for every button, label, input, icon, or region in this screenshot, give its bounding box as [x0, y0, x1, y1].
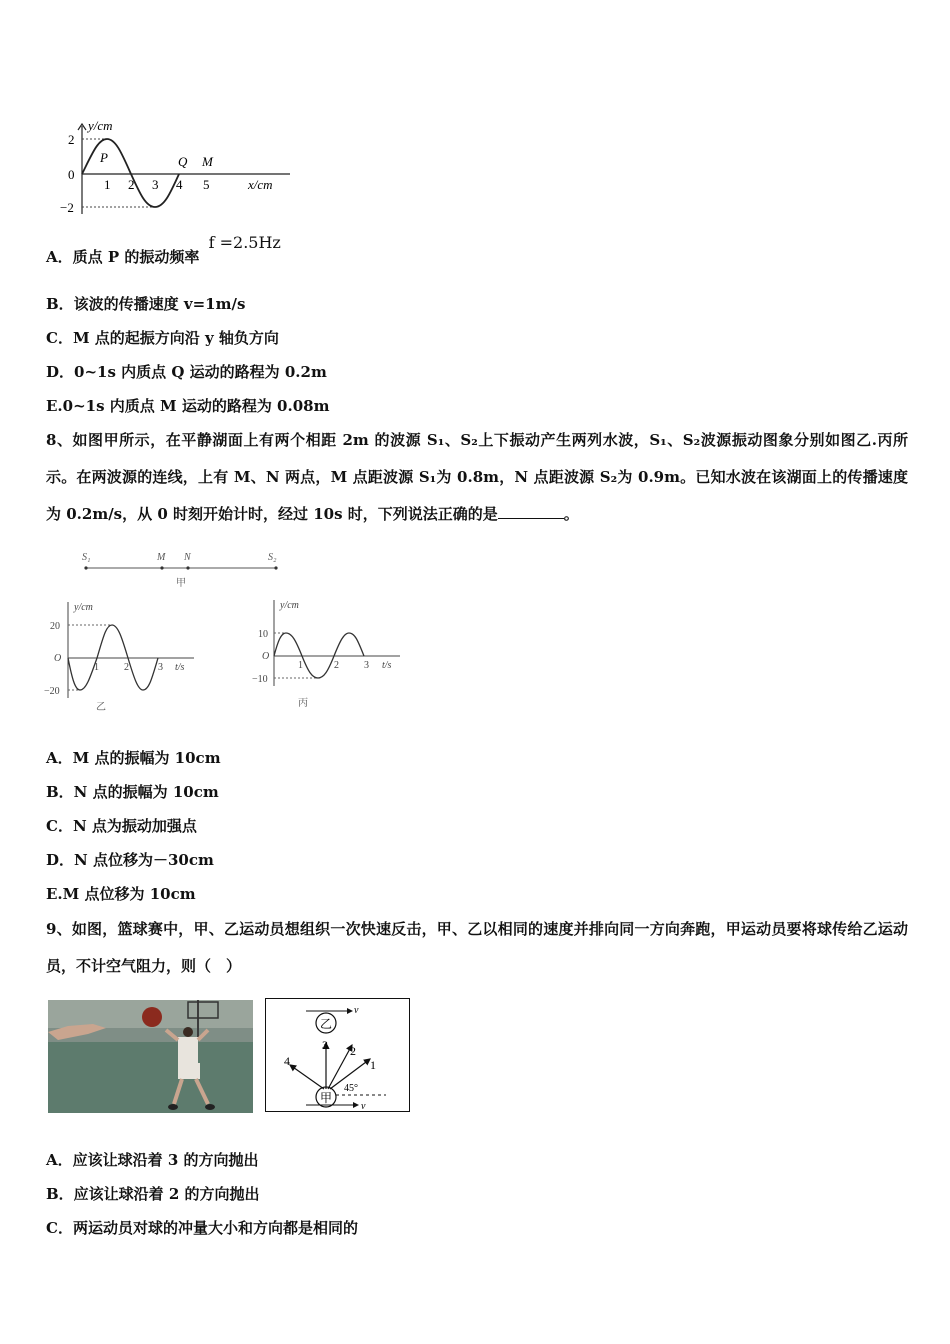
- q8-option-c: C．N 点为振动加强点: [46, 817, 197, 835]
- y-label: y/cm: [280, 600, 299, 611]
- s2-dot: [274, 566, 277, 569]
- q8-stem: [46, 422, 908, 533]
- q7-option-d: D．0~1s 内质点 Q 运动的路程为 0.2m: [46, 363, 327, 381]
- direction-4-label: 4: [284, 1054, 290, 1068]
- point-m: M: [202, 154, 213, 169]
- t-tick-2: 2: [334, 660, 339, 671]
- q9-option-b: B．应该让球沿着 2 的方向抛出: [46, 1185, 260, 1203]
- q7-option-a-text: A．质点 P 的振动频率: [46, 248, 200, 266]
- y-tick-zero: 0: [68, 167, 75, 182]
- x-tick-2: 2: [128, 177, 135, 192]
- yi-velocity-label: v: [354, 1005, 359, 1016]
- basketball-photo: [48, 1000, 253, 1113]
- y-label: y/cm: [88, 118, 113, 133]
- x-tick-5: 5: [203, 177, 210, 192]
- caption-yi: 乙: [96, 702, 106, 713]
- vibration-graph-bing: [252, 596, 412, 712]
- x-tick-4: 4: [176, 177, 183, 192]
- point-p: P: [100, 150, 108, 165]
- q7-option-e: E.0~1s 内质点 M 运动的路程为 0.08m: [46, 397, 330, 415]
- label-m: M: [157, 552, 166, 563]
- t-tick-3: 3: [364, 660, 369, 671]
- label-n: N: [184, 552, 191, 563]
- y-tick-max: 20: [50, 621, 60, 632]
- t-tick-1: 1: [94, 662, 99, 673]
- t-tick-2: 2: [124, 662, 129, 673]
- q7-option-a: [46, 233, 281, 267]
- q8-stem-end: 。: [563, 505, 579, 523]
- player-jia-label: 甲: [320, 1091, 333, 1105]
- q7-option-a-formula: f =2.5Hz: [208, 233, 281, 252]
- q8-stem-text: 8、如图甲所示，在平静湖面上有两个相距 2m 的波源 S₁、S₂上下振动产生两列水波，S₁、S₂波源振动图象分别如图乙.丙所示。在两波源的连线，上有 M、N 两点，M 点距波源 S₁为 0.8m，N 点距波源 S₂为 0.9m。已知水波在该湖面上的传播速度为 0.2m/s，从 0 时刻开始计时，经过 10s 时，下列说法正确的是: [46, 431, 908, 523]
- y-tick-max: 2: [68, 132, 75, 147]
- source-line-figure: [80, 548, 290, 590]
- origin-label: O: [262, 651, 270, 662]
- player-yi-label: 乙: [320, 1017, 333, 1031]
- label-s1: S₁: [82, 552, 91, 563]
- t-tick-1: 1: [298, 660, 303, 671]
- q9-option-c: C．两运动员对球的冲量大小和方向都是相同的: [46, 1219, 358, 1237]
- q8-option-b: B．N 点的振幅为 10cm: [46, 783, 219, 801]
- y-tick-min: −20: [44, 686, 60, 697]
- q7-option-c: C．M 点的起振方向沿 y 轴负方向: [46, 329, 279, 347]
- t-label: t/s: [382, 660, 392, 671]
- q8-option-a: A．M 点的振幅为 10cm: [46, 749, 221, 767]
- pass-direction-diagram: [265, 998, 410, 1112]
- pass-direction-svg: [266, 999, 408, 1110]
- answer-blank: [498, 504, 564, 519]
- t-label: t/s: [175, 662, 185, 673]
- y-label: y/cm: [74, 602, 93, 613]
- q9-stem: 9、如图，篮球赛中，甲、乙运动员想组织一次快速反击，甲、乙以相同的速度并排向同一方向奔跑，甲运动员要将球传给乙运动员，不计空气阻力，则（ ）: [46, 920, 908, 975]
- q9-option-a: A．应该让球沿着 3 的方向抛出: [46, 1151, 259, 1169]
- wave-curve: [82, 139, 179, 207]
- direction-4-arrow: [290, 1065, 324, 1089]
- jia-velocity-label: v: [361, 1101, 366, 1110]
- x-label: x/cm: [248, 177, 273, 192]
- y-tick-min: −10: [252, 674, 268, 685]
- angle-label: 45°: [344, 1083, 358, 1094]
- label-s2: S₂: [268, 552, 277, 563]
- y-tick-min: −2: [60, 200, 74, 215]
- t-tick-3: 3: [158, 662, 163, 673]
- origin-label: O: [54, 653, 62, 664]
- vibration-graph-yi: [42, 598, 202, 714]
- direction-3-label: 3: [322, 1038, 328, 1052]
- caption-bing: 丙: [298, 698, 308, 709]
- q8-option-d: D．N 点位移为－30cm: [46, 851, 214, 869]
- y-tick-max: 10: [258, 629, 268, 640]
- direction-2-label: 2: [350, 1044, 356, 1058]
- s1-dot: [84, 566, 87, 569]
- x-tick-1: 1: [104, 177, 111, 192]
- m-dot: [160, 566, 163, 569]
- direction-1-label: 1: [370, 1058, 376, 1072]
- n-dot: [186, 566, 189, 569]
- q8-option-e: E.M 点位移为 10cm: [46, 885, 196, 903]
- basketball-photo-image: [48, 1000, 253, 1113]
- wave-graph-q7: [58, 116, 298, 220]
- x-tick-3: 3: [152, 177, 159, 192]
- point-q: Q: [178, 154, 188, 169]
- q7-option-b: B．该波的传播速度 v=1m/s: [46, 295, 246, 313]
- caption-jia: 甲: [176, 578, 186, 589]
